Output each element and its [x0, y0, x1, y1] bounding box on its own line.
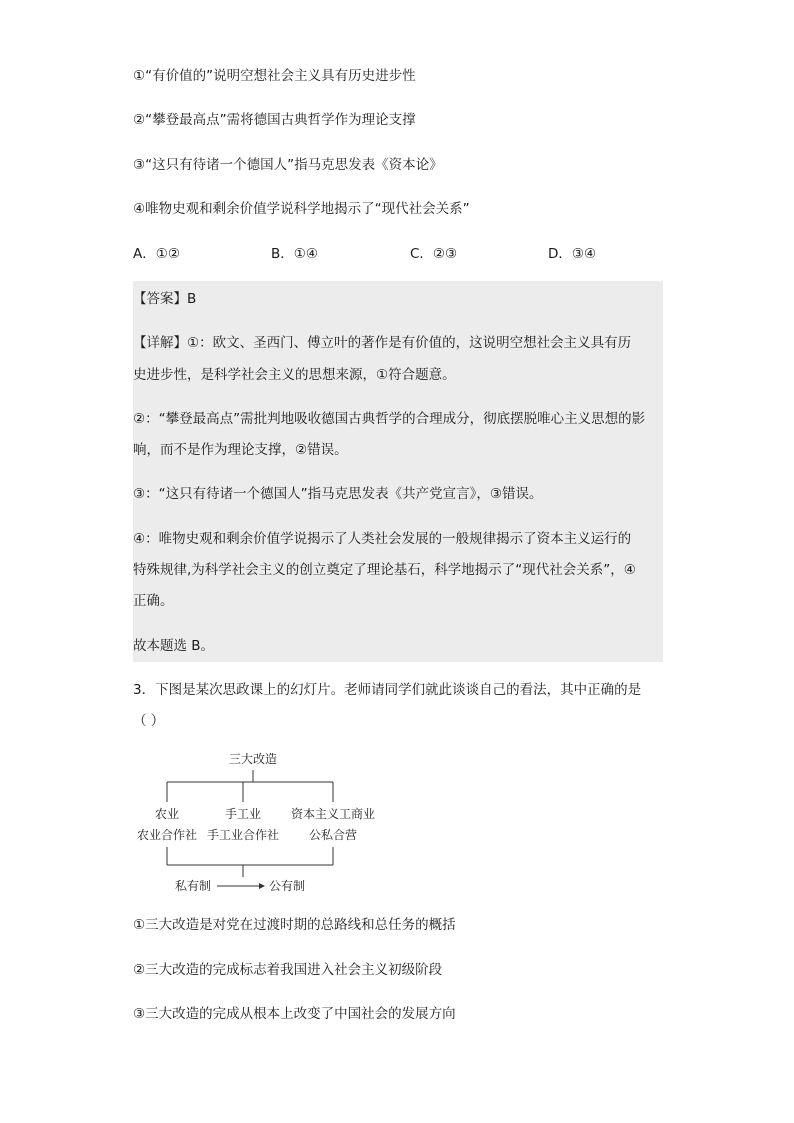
three-transformations-diagram	[133, 740, 393, 900]
q3-item-2: ②三大改造的完成标志着我国进入社会主义初级阶段	[133, 962, 443, 978]
q2-item-1: ①“有价值的”说明空想社会主义具有历史进步性	[133, 68, 416, 84]
q3-item-3: ③三大改造的完成从根本上改变了中国社会的发展方向	[133, 1006, 456, 1022]
diagram-to-label: 公有制	[269, 879, 306, 893]
diagram-col2-label: 手工业	[224, 807, 262, 821]
answer-label: 【答案】B	[133, 291, 197, 307]
diagram-col2-sub: 手工业合作社	[206, 828, 280, 842]
option-d: D．③④	[548, 246, 597, 262]
detail-line-6: ④：唯物史观和剩余价值学说揭示了人类社会发展的一般规律揭示了资本主义运行的	[133, 531, 632, 547]
detail-line-9: 故本题选 B。	[133, 638, 215, 654]
q2-item-4: ④唯物史观和剩余价值学说科学地揭示了“现代社会关系”	[133, 201, 470, 217]
q3-stem-line-2: （ ）	[133, 713, 165, 729]
detail-line-5: ③：“这只有待诸一个德国人”指马克思发表《共产党宣言》，③错误。	[133, 486, 543, 502]
diagram-from-label: 私有制	[174, 879, 211, 893]
diagram-col3-label: 资本主义工商业	[290, 807, 376, 821]
q2-item-2: ②“攀登最高点”需将德国古典哲学作为理论支撑	[133, 112, 416, 128]
detail-line-2: 史进步性，是科学社会主义的思想来源，①符合题意。	[133, 367, 456, 383]
option-c: C．②③	[410, 246, 458, 262]
option-a: A．①②	[133, 246, 180, 262]
q3-stem-line-1: 3．下图是某次思政课上的幻灯片。老师请同学们就此谈谈自己的看法，其中正确的是	[133, 682, 642, 698]
detail-line-1: 【详解】①：欧文、圣西门、傅立叶的著作是有价值的，这说明空想社会主义具有历	[133, 335, 632, 351]
diagram-top-label: 三大改造	[228, 752, 278, 766]
detail-line-3: ②：“攀登最高点”需批判地吸收德国古典哲学的合理成分，彻底摆脱唯心主义思想的影	[133, 411, 646, 427]
diagram-col1-label: 农业	[154, 807, 180, 821]
q2-item-3: ③“这只有待诸一个德国人”指马克思发表《资本论》	[133, 157, 443, 173]
diagram-col3-sub: 公私合营	[308, 828, 358, 842]
detail-line-8: 正确。	[133, 593, 174, 609]
q3-item-1: ①三大改造是对党在过渡时期的总路线和总任务的概括	[133, 917, 456, 933]
option-b: B．①④	[271, 246, 318, 262]
detail-line-4: 响，而不是作为理论支撑，②错误。	[133, 442, 348, 458]
detail-line-7: 特殊规律,为科学社会主义的创立奠定了理论基石，科学地揭示了“现代社会关系”，④	[133, 562, 636, 578]
diagram-col1-sub: 农业合作社	[136, 828, 198, 842]
